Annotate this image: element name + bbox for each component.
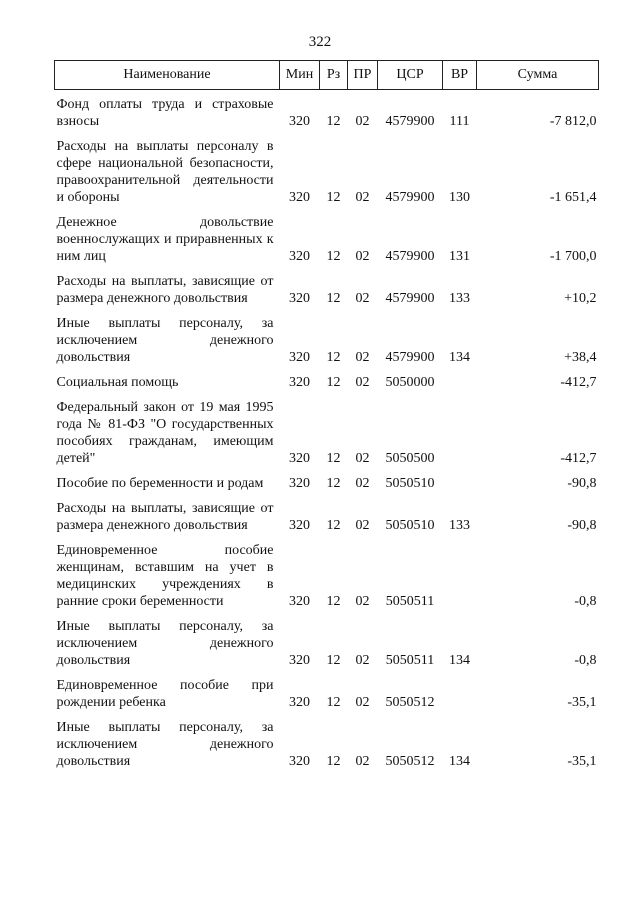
row-sum: +10,2 [564, 291, 597, 306]
row-rz: 12 [326, 518, 341, 533]
row-pr: 02 [355, 291, 370, 306]
row-vr: 130 [449, 190, 470, 205]
row-rz: 12 [326, 594, 341, 609]
row-vr [443, 536, 477, 612]
row-min: 320 [289, 114, 310, 129]
row-min: 320 [289, 754, 310, 769]
row-pr: 02 [355, 695, 370, 710]
row-sum: -1 651,4 [549, 190, 597, 205]
row-pr: 02 [355, 114, 370, 129]
row-csr: 4579900 [385, 350, 435, 365]
row-min: 320 [289, 375, 310, 390]
row-vr: 111 [449, 114, 470, 129]
row-name: Расходы на выплаты, зависящие от размера денежного довольствия [56, 501, 274, 533]
row-name: Денежное довольствие военнослужащих и приравненных к ним лиц [56, 215, 274, 264]
row-sum: -412,7 [560, 451, 597, 466]
row-rz: 12 [326, 754, 341, 769]
table-row [55, 612, 599, 671]
row-min: 320 [289, 249, 310, 264]
table-row [55, 536, 599, 612]
row-pr: 02 [355, 190, 370, 205]
table-header-row [55, 61, 599, 90]
row-csr: 4579900 [385, 114, 435, 129]
budget-table [54, 60, 599, 772]
row-csr: 5050000 [385, 375, 435, 390]
table-row [55, 494, 599, 536]
row-min: 320 [289, 350, 310, 365]
row-csr: 4579900 [385, 291, 435, 306]
row-sum: -7 812,0 [549, 114, 597, 129]
table-row [55, 208, 599, 267]
row-csr: 5050500 [385, 451, 435, 466]
table-row [55, 90, 599, 133]
row-name: Иные выплаты персоналу, за исключением денежного довольствия [56, 316, 274, 365]
row-pr: 02 [355, 375, 370, 390]
row-rz: 12 [326, 451, 341, 466]
table-row [55, 713, 599, 772]
table-row [55, 393, 599, 469]
row-rz: 12 [326, 190, 341, 205]
table-row [55, 469, 599, 494]
row-min: 320 [289, 190, 310, 205]
row-min: 320 [289, 695, 310, 710]
row-vr [443, 671, 477, 713]
header-vr: ВР [443, 61, 477, 90]
row-csr: 5050511 [385, 594, 435, 609]
row-vr: 134 [449, 754, 470, 769]
row-sum: -35,1 [567, 754, 597, 769]
row-pr: 02 [355, 754, 370, 769]
row-vr: 131 [449, 249, 470, 264]
header-min: Мин [280, 61, 320, 90]
row-vr: 134 [449, 350, 470, 365]
table-row [55, 368, 599, 393]
row-name: Федеральный закон от 19 мая 1995 года № 81-ФЗ "О государственных пособиях гражданам, имеющим детей" [56, 400, 274, 466]
row-rz: 12 [326, 653, 341, 668]
row-name: Иные выплаты персоналу, за исключением денежного довольствия [56, 720, 274, 769]
header-pr: ПР [348, 61, 378, 90]
row-pr: 02 [355, 249, 370, 264]
row-pr: 02 [355, 476, 370, 491]
row-min: 320 [289, 518, 310, 533]
row-csr: 4579900 [385, 190, 435, 205]
row-vr: 134 [449, 653, 470, 668]
row-min: 320 [289, 476, 310, 491]
row-name: Фонд оплаты труда и страховые взносы [56, 97, 274, 129]
row-pr: 02 [355, 653, 370, 668]
row-sum: -35,1 [567, 695, 597, 710]
row-sum: -0,8 [574, 653, 597, 668]
row-vr [443, 393, 477, 469]
row-rz: 12 [326, 375, 341, 390]
row-rz: 12 [326, 695, 341, 710]
row-min: 320 [289, 291, 310, 306]
row-pr: 02 [355, 594, 370, 609]
row-name: Расходы на выплаты, зависящие от размера денежного довольствия [56, 274, 274, 306]
table-row [55, 309, 599, 368]
header-rz: Рз [320, 61, 348, 90]
row-csr: 5050510 [385, 518, 435, 533]
row-pr: 02 [355, 451, 370, 466]
row-name: Социальная помощь [56, 375, 179, 390]
row-sum: -0,8 [574, 594, 597, 609]
table-row [55, 267, 599, 309]
row-sum: +38,4 [564, 350, 597, 365]
row-name: Пособие по беременности и родам [56, 476, 264, 491]
row-name: Расходы на выплаты персоналу в сфере национальной безопасности, правоохранительной деятельности и обороны [56, 139, 274, 205]
row-vr [443, 469, 477, 494]
row-min: 320 [289, 653, 310, 668]
row-name: Единовременное пособие женщинам, вставшим на учет в медицинских учреждениях в ранние сроки беременности [56, 543, 274, 609]
row-sum: -1 700,0 [549, 249, 597, 264]
row-csr: 5050511 [385, 653, 435, 668]
row-csr: 5050512 [385, 754, 435, 769]
row-csr: 4579900 [385, 249, 435, 264]
row-rz: 12 [326, 476, 341, 491]
header-name: Наименование [55, 61, 280, 90]
row-rz: 12 [326, 291, 341, 306]
row-rz: 12 [326, 114, 341, 129]
row-min: 320 [289, 451, 310, 466]
header-csr: ЦСР [378, 61, 443, 90]
header-sum: Сумма [477, 61, 599, 90]
row-name: Единовременное пособие при рождении ребенка [56, 678, 274, 710]
row-rz: 12 [326, 350, 341, 365]
row-sum: -90,8 [567, 476, 597, 491]
row-vr [443, 368, 477, 393]
row-pr: 02 [355, 350, 370, 365]
row-pr: 02 [355, 518, 370, 533]
table-body [55, 90, 599, 773]
row-vr: 133 [449, 291, 470, 306]
table-row [55, 671, 599, 713]
row-csr: 5050510 [385, 476, 435, 491]
row-name: Иные выплаты персоналу, за исключением денежного довольствия [56, 619, 274, 668]
page-number: 322 [308, 34, 332, 50]
row-sum: -412,7 [560, 375, 597, 390]
row-rz: 12 [326, 249, 341, 264]
row-sum: -90,8 [567, 518, 597, 533]
row-vr: 133 [449, 518, 470, 533]
table-row [55, 132, 599, 208]
row-min: 320 [289, 594, 310, 609]
row-csr: 5050512 [385, 695, 435, 710]
